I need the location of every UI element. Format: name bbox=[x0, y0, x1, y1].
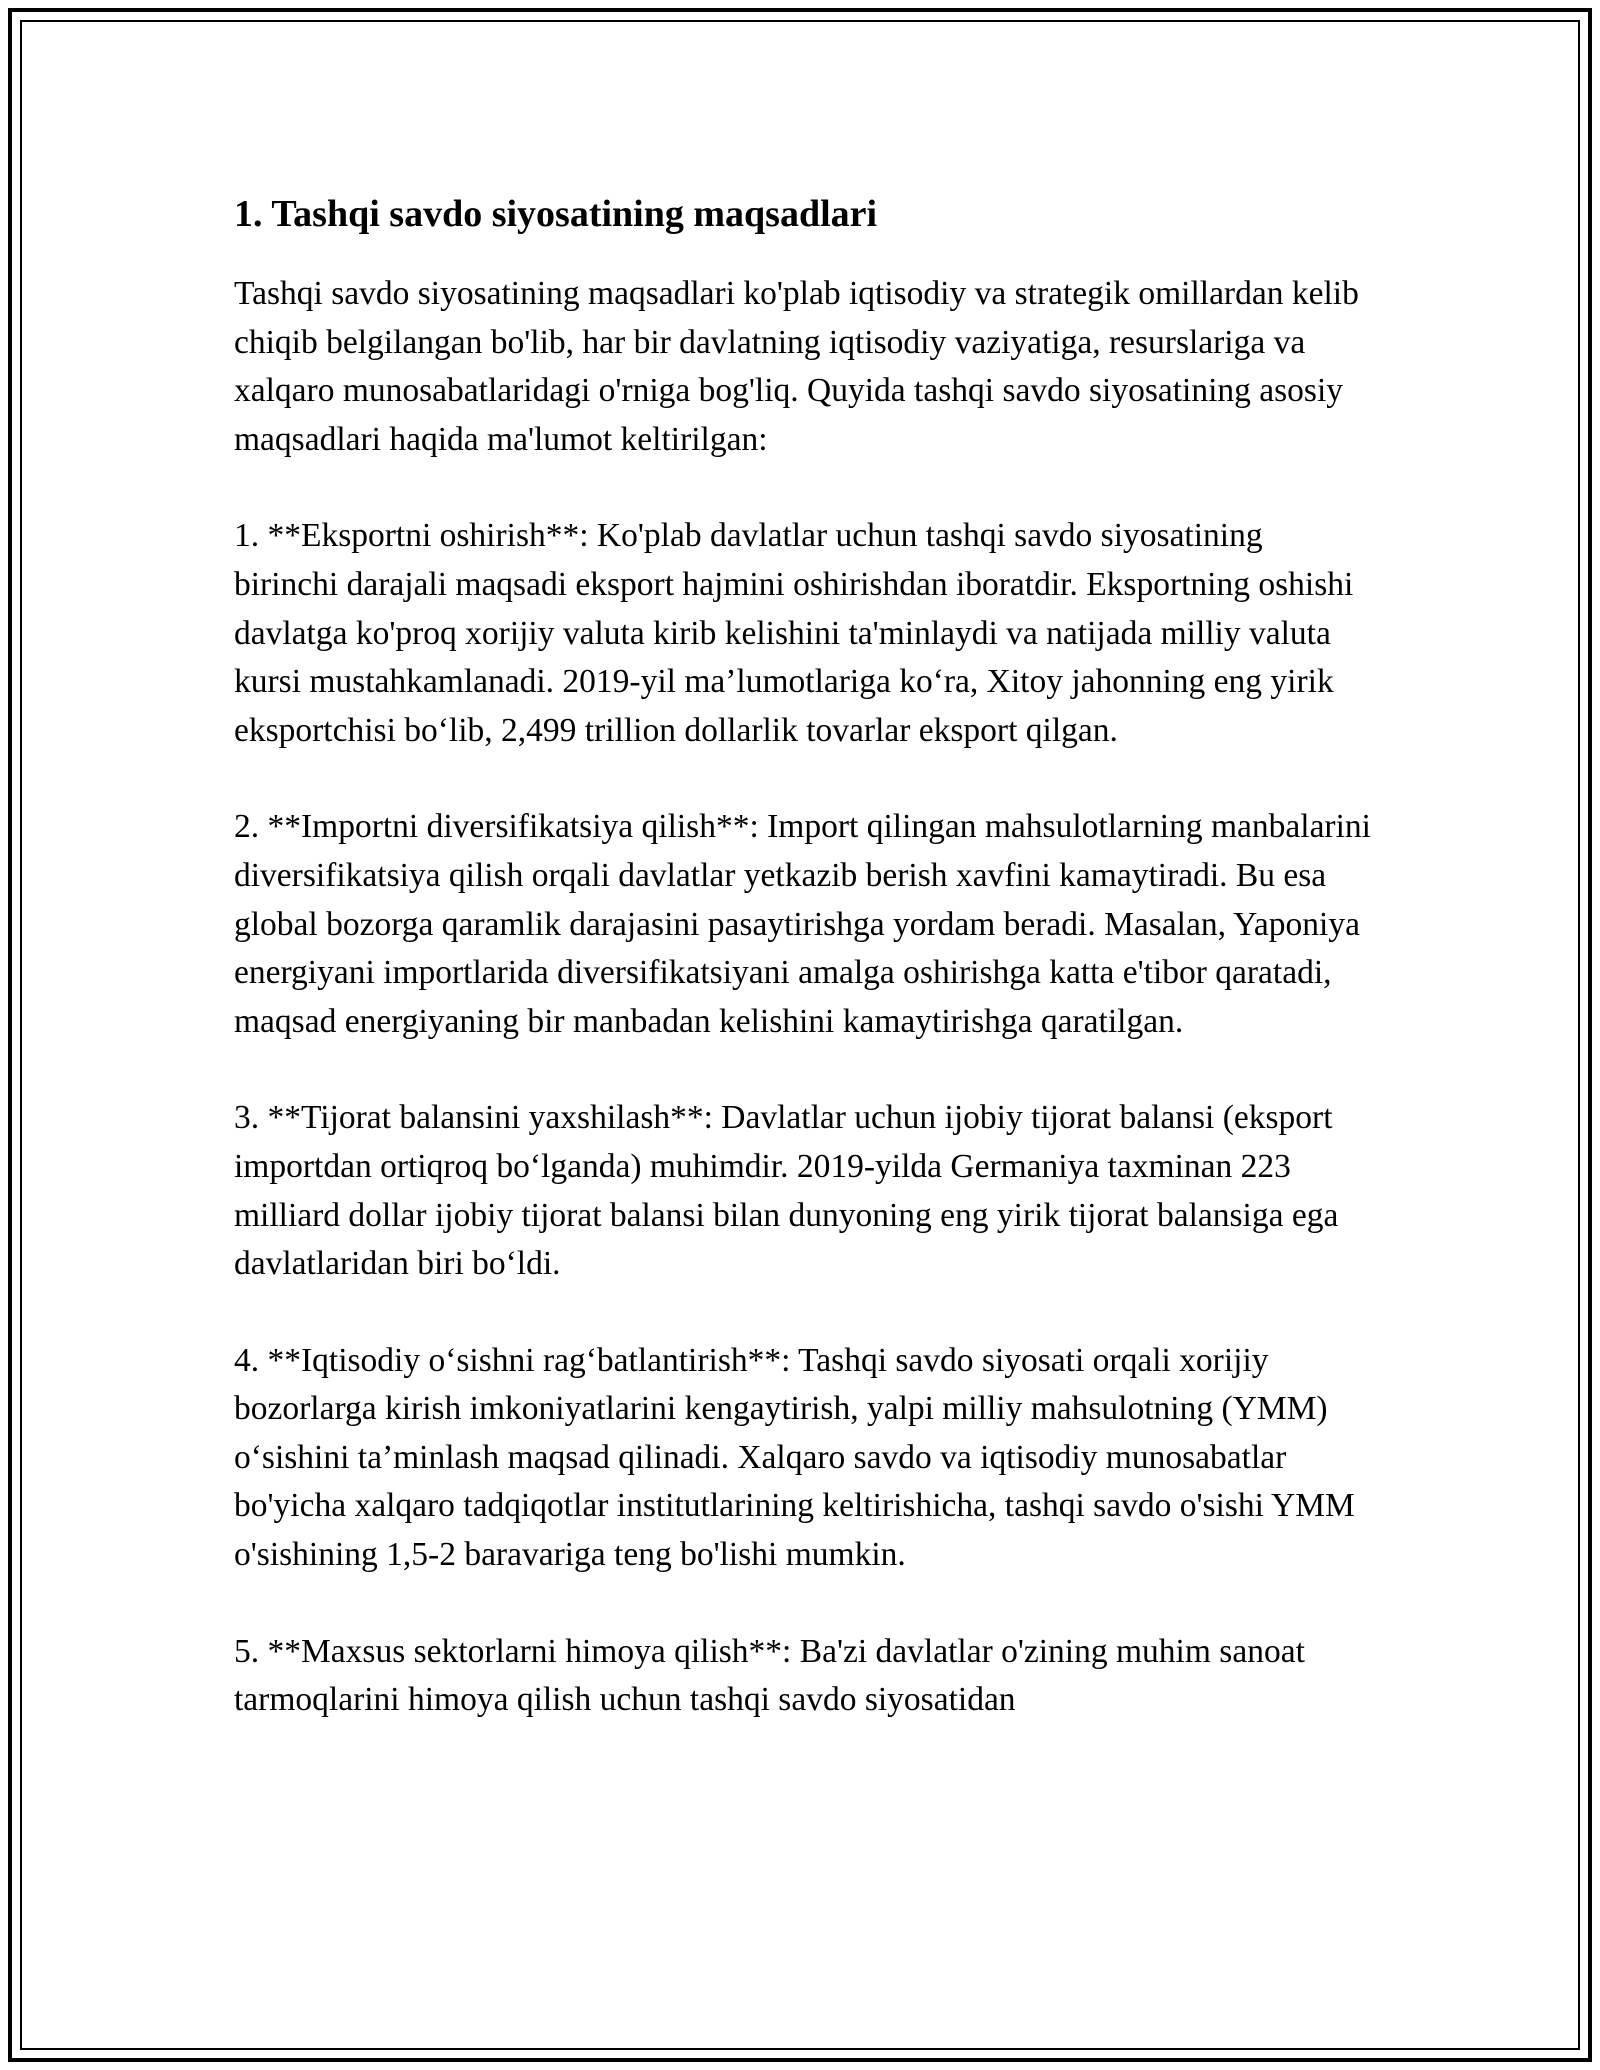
intro-paragraph: Tashqi savdo siyosatining maqsadlari ko'plab iqtisodiy va strategik omillardan kelib chiqib belgilangan bo'lib, har bir davlatning iqtisodiy vaziyatiga, resurslariga va xalqaro munosabatlaridagi o'rniga bog'liq. Quyida tashqi savdo siyosatining asosiy maqsadlari haqida ma'lumot keltirilgan: bbox=[234, 275, 1359, 458]
paragraph-trade-balance: 3. **Tijorat balansini yaxshilash**: Davlatlar uchun ijobiy tijorat balansi (eksport importdan ortiqroq bo‘lganda) muhimdir. 2019-yilda Germaniya taxminan 223 milliard dollar ijobiy tijorat balansi bilan dunyoning eng yirik tijorat balansiga ega davlatlaridan biri bo‘ldi. bbox=[234, 1099, 1339, 1283]
paragraph-export-growth: 1. **Eksportni oshirish**: Ko'plab davlatlar uchun tashqi savdo siyosatining birinchi darajali maqsadi eksport hajmini oshirishdan iboratdir. Eksportning oshishi davlatga ko'proq xorijiy valuta kirib kelishini ta'minlaydi va natijada milliy valuta kursi mustahkamlanadi. 2019-yil ma’lumotlariga ko‘ra, Xitoy jahonning eng yirik eksportchisi bo‘lib, 2,499 trillion dollarlik tovarlar eksport qilgan. bbox=[234, 517, 1354, 749]
page-title: 1. Tashqi savdo siyosatining maqsadlari bbox=[234, 193, 878, 235]
document-body bbox=[234, 188, 1374, 1773]
paragraph-economic-growth: 4. **Iqtisodiy o‘sishni rag‘batlantirish**: Tashqi savdo siyosati orqali xorijiy bozorlarga kirish imkoniyatlarini kengaytirish, yalpi milliy mahsulotning (YMM) o‘sishini ta’minlash maqsad qilinadi. Xalqaro savdo va iqtisodiy munosabatlar bo'yicha xalqaro tadqiqotlar institutlarining keltirishicha, tashqi savdo o'sishi YMM o'sishining 1,5-2 baravariga teng bo'lishi mumkin. bbox=[234, 1341, 1355, 1574]
paragraph-import-diversification: 2. **Importni diversifikatsiya qilish**: Import qilingan mahsulotlarning manbalarini diversifikatsiya qilish orqali davlatlar yetkazib berish xavfini kamaytiradi. Bu esa global bozorga qaramlik darajasini pasaytirishga yordam beradi. Masalan, Yaponiya energiyani importlarida diversifikatsiyani amalga oshirishga katta e'tibor qaratadi, maqsad energiyaning bir manbadan kelishini kamaytirishga qaratilgan. bbox=[234, 808, 1371, 1040]
paragraph-sector-protection: 5. **Maxsus sektorlarni himoya qilish**: Ba'zi davlatlar o'zining muhim sanoat tarmoqlarini himoya qilish uchun tashqi savdo siyosatidan bbox=[234, 1632, 1305, 1719]
